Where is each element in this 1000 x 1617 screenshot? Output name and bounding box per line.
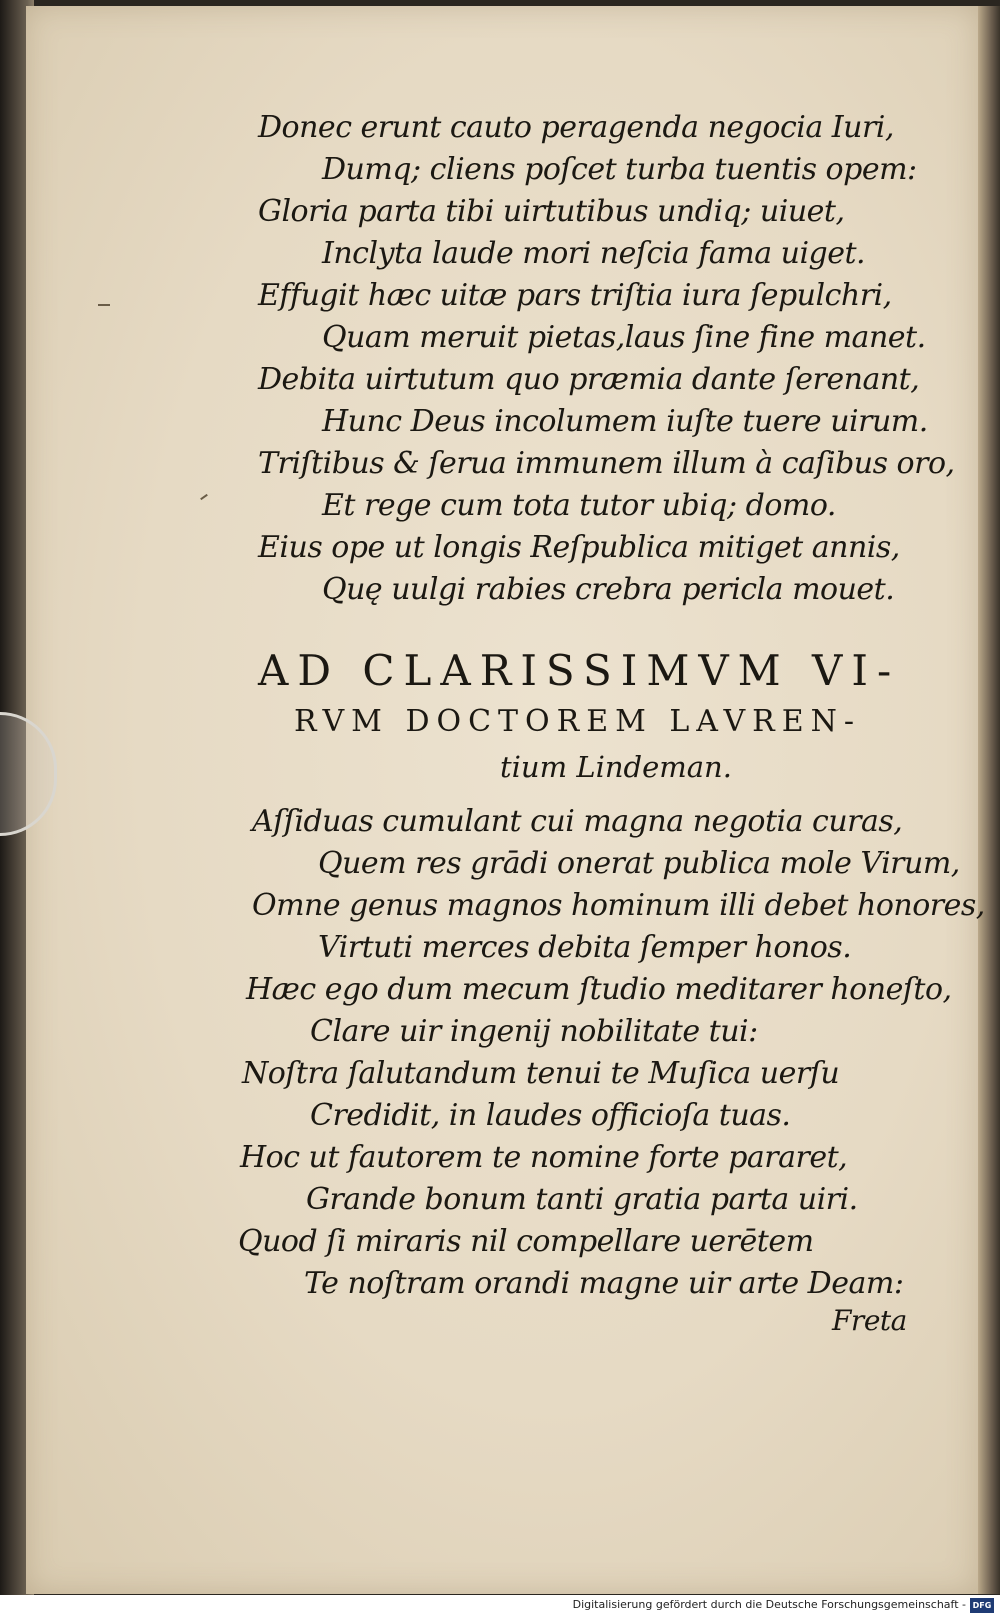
verse-line: Te noſtram orandi magne uir arte Deam: xyxy=(304,1266,904,1301)
section-heading-line1: AD CLARISSIMVM VI- xyxy=(258,646,901,695)
verse-line: Debita uirtutum quo præmia dante ſerenant, xyxy=(258,362,920,397)
section-heading-line2: RVM DOCTOREM LAVREN- xyxy=(294,704,862,739)
verse-line: Effugit hæc uitæ pars triſtia iura ſepulchri, xyxy=(258,278,892,313)
verse-line: Gloria parta tibi uirtutibus undiq; uiuet, xyxy=(258,194,845,229)
verse-line: Quod ſi miraris nil compellare uerētem xyxy=(238,1224,814,1259)
page-edge xyxy=(978,6,1000,1594)
verse-line: Hoc ut fautorem te nomine forte pararet, xyxy=(240,1140,848,1175)
verse-line: Triſtibus & ſerua immunem illum à caſibus oro, xyxy=(258,446,955,481)
verse-line: Credidit, in laudes officioſa tuas. xyxy=(310,1098,791,1133)
footer-bar xyxy=(0,1595,1000,1617)
verse-line: Quem res grādi onerat publica mole Virum, xyxy=(318,846,960,881)
verse-line: Quam meruit pietas,laus ſine fine manet. xyxy=(322,320,926,355)
verse-line: Grande bonum tanti gratia parta uiri. xyxy=(306,1182,858,1217)
dfg-logo-icon: DFG xyxy=(970,1598,994,1613)
catchword: Freta xyxy=(832,1304,907,1337)
verse-line: Hunc Deus incolumem iuſte tuere uirum. xyxy=(322,404,928,439)
ink-speck xyxy=(98,304,110,306)
verse-line: Noſtra ſalutandum tenui te Muſica uerſu xyxy=(242,1056,840,1091)
verse-line: Hæc ego dum mecum ſtudio meditarer honeſto, xyxy=(246,972,952,1007)
verse-line: Virtuti merces debita ſemper honos. xyxy=(318,930,852,965)
funding-notice: Digitalisierung gefördert durch die Deutsche Forschungsgemeinschaft - xyxy=(572,1598,966,1611)
verse-line: Donec erunt cauto peragenda negocia Iuri, xyxy=(258,110,894,145)
verse-line: Eius ope ut longis Reſpublica mitiget annis, xyxy=(258,530,900,565)
section-heading-line3: tium Lindeman. xyxy=(500,750,732,784)
verse-line: Dumq; cliens poſcet turba tuentis opem: xyxy=(322,152,917,187)
verse-line: Clare uir ingenij nobilitate tui: xyxy=(310,1014,758,1049)
verse-line: Et rege cum tota tutor ubiq; domo. xyxy=(322,488,836,523)
verse-line: Aſſiduas cumulant cui magna negotia curas, xyxy=(252,804,903,839)
verse-line: Inclyta laude mori neſcia fama uiget. xyxy=(322,236,866,271)
verse-line: Omne genus magnos hominum illi debet honores, xyxy=(252,888,985,923)
ink-speck xyxy=(200,494,208,500)
verse-line: Quę uulgi rabies crebra pericla mouet. xyxy=(322,572,895,607)
